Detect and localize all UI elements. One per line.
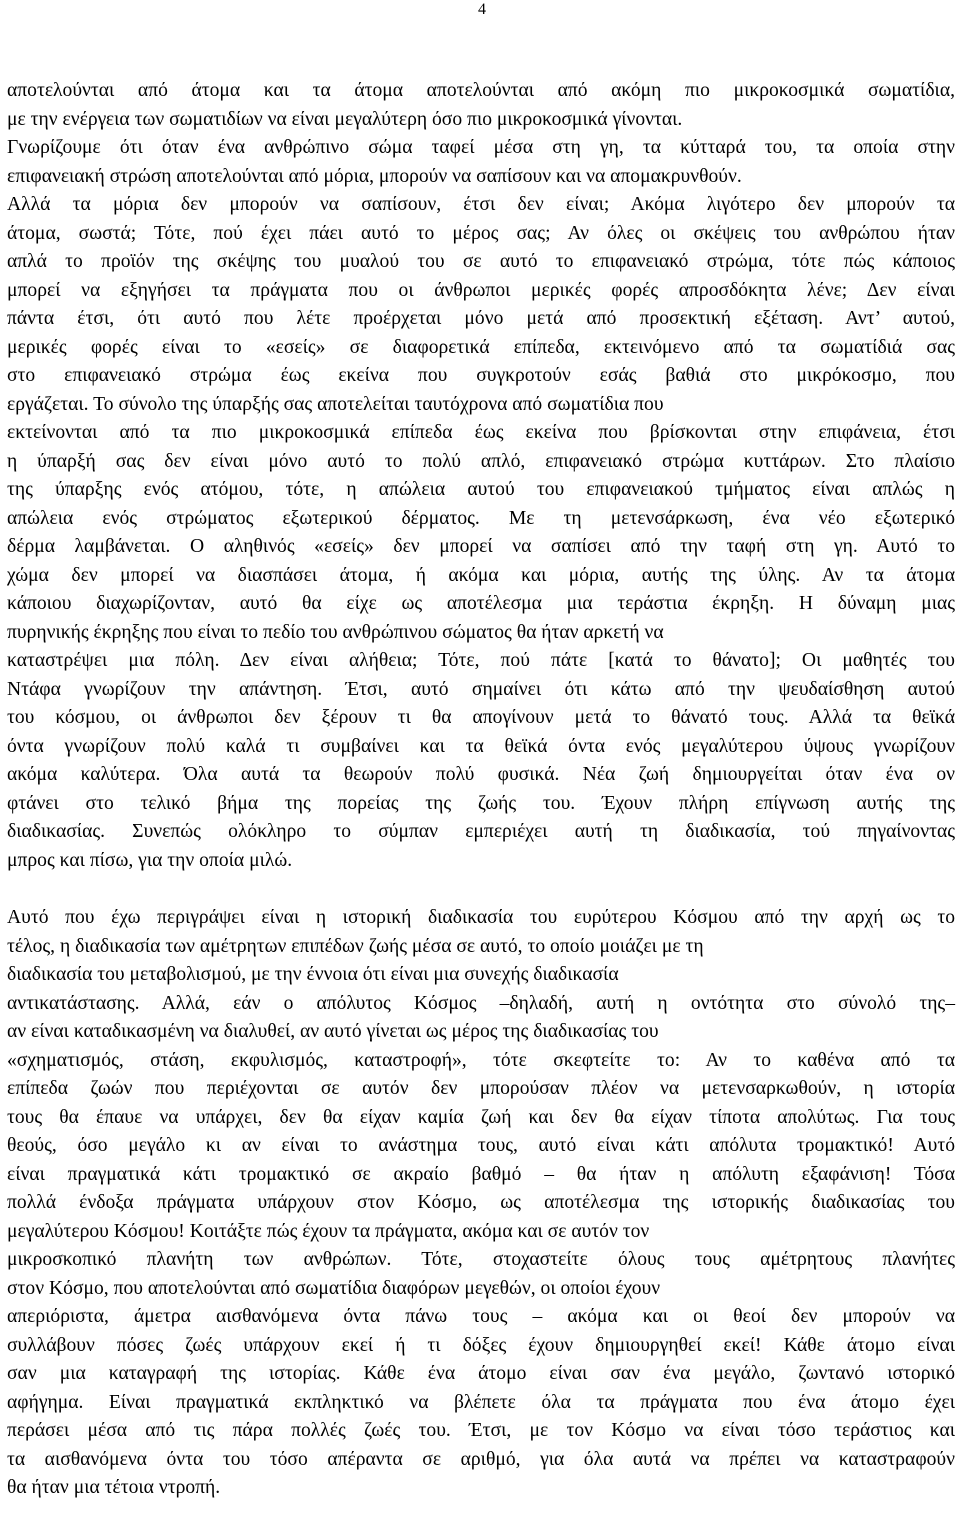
text-line: Αυτό που έχω περιγράψει είναι η ιστορική διαδικασία του ευρύτερου Κόσμου από την αρχή ως το — [7, 907, 955, 928]
text-line: μεγαλύτερου Κόσμου! Κοιτάξτε πώς έχουν τα πράγματα, ακόμα και σε αυτόν τον — [7, 1220, 650, 1242]
text-line: εκτείνονται από τα πιο μικροκοσμικά επίπεδα έως εκείνα που βρίσκονται στην επιφάνεια, έτσι — [7, 422, 955, 443]
text-line: αφήγημα. Είναι πραγματικά εκπληκτικό να βλέπετε όλα τα πράγματα που ένα άτομο έχει — [7, 1391, 955, 1413]
text-line: διαδικασίας. Συνεπώς ολόκληρο το σύμπαν εμπεριέχει αυτή τη διαδικασία, τού πηγαίνοντας — [7, 821, 955, 842]
text-line: σαν μια καταγραφή της ιστορίας. Κάθε ένα άτομο είναι σαν ένα μεγάλο, ζωντανό ιστορικό — [7, 1363, 955, 1384]
text-line: αντικατάστασης. Αλλά, εάν ο απόλυτος Κόσμος –δηλαδή, αυτή η οντότητα στο σύνολό της– — [7, 992, 955, 1014]
text-line: στο επιφανειακό στρώμα έως εκείνα που συγκροτούν εσάς βαθιά στο μικρόκοσμο, που — [7, 365, 955, 386]
paragraph-1 — [7, 77, 955, 875]
paragraph-2 — [7, 904, 955, 1503]
text-line: θα ήταν μια τέτοια ντροπή. — [7, 1477, 221, 1498]
text-line: άτομα, σωστά; Τότε, πού έχει πάει αυτό το μέρος σας; Αν όλες οι σκέψεις του ανθρώπου ήταν — [7, 222, 955, 244]
text-line: Ντάφα γνωρίζουν την απάντηση. Έτσι, αυτό σημαίνει ότι κάτω από την ψευδαίσθηση αυτού — [7, 678, 955, 700]
text-line: επιφανειακή στρώση αποτελούνται από μόρια, μπορούν να σαπίσουν και να απομακρυνθούν. — [7, 165, 742, 187]
page-number: 4 — [478, 1, 486, 18]
text-line: κάποιου διαχωρίζονταν, αυτό θα είχε ως αποτέλεσμα μια τεράστια έκρηξη. Η δύναμη μιας — [7, 593, 955, 614]
paragraph-spacer — [7, 875, 955, 904]
text-line: ακόμα καλύτερα. Όλα αυτά τα θεωρούν πολύ φυσικά. Νέα ζωή δημιουργείται όταν ένα ον — [7, 764, 955, 785]
text-line: πολλά ένδοξα πράγματα υπάρχουν στον Κόσμο, ως αποτέλεσμα της ιστορικής διαδικασίας του — [7, 1192, 955, 1213]
text-line: «σχηματισμός, στάση, εκφυλισμός, καταστροφή», τότε σκεφτείτε το: Αν το καθένα από τα — [7, 1049, 955, 1071]
text-line: όντα γνωρίζουν πολύ καλά τι συμβαίνει και τα θεϊκά όντα ενός μεγαλύτερου ύψους γνωρίζουν — [7, 735, 955, 757]
text-line: πάντα έτσι, ότι αυτό που λέτε προέρχεται μόνο μετά από προσεκτική εξέταση. Αντ’ αυτού, — [7, 308, 955, 329]
text-line: δέρμα λαμβάνεται. Ο αληθινός «εσείς» δεν μπορεί να σαπίσει από την ταφή στη γη. Αυτό το — [7, 536, 955, 557]
text-line: μπορεί να εξηγήσει τα πράγματα που οι άνθρωποι μερικές φορές απροσδόκητα λένε; Δεν είναι — [7, 279, 955, 301]
text-line: απώλεια ενός στρώματος εξωτερικού δέρματος. Με τη μετενσάρκωση, ένα νέο εξωτερικό — [7, 507, 955, 529]
text-line: χώμα δεν μπορεί να διασπάσει άτομα, ή ακόμα και μόρια, αυτής της ύλης. Αν τα άτομα — [7, 564, 955, 586]
text-line: πυρηνικής έκρηξης που είναι το πεδίο του ανθρώπινου σώματος θα ήταν αρκετή να — [7, 621, 664, 643]
text-line: αποτελούνται από άτομα και τα άτομα αποτελούνται από ακόμη πιο μικροκοσμικά σωματίδια, — [7, 80, 955, 101]
text-line: με την ενέργεια των σωματιδίων να είναι μεγαλύτερη όσο πιο μικροκοσμικά γίνονται. — [7, 108, 683, 130]
text-line: θεούς, όσο μεγάλο κι αν είναι το ανάστημα τους, αυτό είναι κάτι απόλυτα τρομακτικό! Αυτό — [7, 1135, 955, 1156]
text-line: φτάνει στο τελικό βήμα της πορείας της ζωής του. Έχουν πλήρη επίγνωση αυτής της — [7, 792, 955, 814]
text-line: του κόσμου, οι άνθρωποι δεν ξέρουν τι θα απογίνουν μετά το θάνατό τους. Αλλά τα θεϊκά — [7, 707, 955, 728]
text-line: απλά το προϊόν της σκέψης του μυαλού του σε αυτό το επιφανειακό στρώμα, τότε πώς κάποιος — [7, 251, 955, 272]
text-line: της ύπαρξης ενός ατόμου, τότε, η απώλεια αυτού του επιφανειακού τμήματος είναι απλώς η — [7, 479, 955, 500]
document-body — [7, 77, 955, 1503]
text-line: τέλος, η διαδικασία των αμέτρητων επιπέδων ζωής μέσα σε αυτό, το οποίο μοιάζει με τη — [7, 935, 704, 957]
text-line: μπρος και πίσω, για την οποία μιλώ. — [7, 849, 293, 871]
text-line: τους θα έπαυε να υπάρχει, δεν θα είχαν καμία ζωή και δεν θα είχαν τίποτα απολύτως. Για τους — [7, 1106, 955, 1128]
text-line: μικροσκοπικό πλανήτη των ανθρώπων. Τότε, στοχαστείτε όλους τους αμέτρητους πλανήτες — [7, 1249, 955, 1270]
text-line: περάσει μέσα από τις πάρα πολλές ζωές του. Έτσι, με τον Κόσμο να είναι τόσο τεράστιος και — [7, 1420, 955, 1441]
text-line: εργάζεται. Το σύνολο της ύπαρξής σας αποτελείται ταυτόχρονα από σωματίδια που — [7, 393, 664, 415]
text-line: επίπεδα ζωών που περιέχονται σε αυτόν δεν μπορούσαν πλέον να μετενσαρκωθούν, η ιστορία — [7, 1078, 955, 1099]
text-line: Γνωρίζουμε ότι όταν ένα ανθρώπινο σώμα ταφεί μέσα στη γη, τα κύτταρά του, τα οποία στην — [7, 137, 955, 158]
text-line: απεριόριστα, άμετρα αισθανόμενα όντα πάνω τους – ακόμα και οι θεοί δεν μπορούν να — [7, 1306, 955, 1327]
text-line: μερικές φορές είναι το «εσείς» σε διαφορετικά επίπεδα, εκτεινόμενο από τα σωματίδιά σας — [7, 336, 955, 358]
text-line: αν είναι καταδικασμένη να διαλυθεί, αν αυτό γίνεται ως μέρος της διαδικασίας του — [7, 1021, 659, 1042]
text-line: τα αισθανόμενα όντα του τόσο απέραντα σε αριθμό, για όλα αυτά να πρέπει να καταστραφούν — [7, 1448, 955, 1470]
text-line: καταστρέψει μια πόλη. Δεν είναι αλήθεια; Τότε, πού πάτε [κατά το θάνατο]; Οι μαθητές του — [7, 650, 955, 671]
text-line: Αλλά τα μόρια δεν μπορούν να σαπίσουν, έτσι δεν είναι; Ακόμα λιγότερο δεν μπορούν τα — [7, 194, 955, 215]
text-line: είναι πραγματικά κάτι τρομακτικό σε ακραίο βαθμό – θα ήταν η απόλυτη εξαφάνιση! Τόσα — [7, 1163, 955, 1185]
text-line: η ύπαρξή σας δεν είναι μόνο αυτό το πολύ απλό, επιφανειακό στρώμα κυττάρων. Στο πλαίσιο — [7, 450, 955, 472]
text-line: στον Κόσμο, που αποτελούνται από σωματίδια διαφόρων μεγεθών, οι οποίοι έχουν — [7, 1277, 661, 1299]
text-line: διαδικασία του μεταβολισμού, με την έννοια ότι είναι μια συνεχής διαδικασία — [7, 964, 619, 985]
text-line: συλλάβουν πόσες ζωές υπάρχουν εκεί ή τι δόξες έχουν δημιουργηθεί εκεί! Κάθε άτομο είναι — [7, 1334, 955, 1356]
